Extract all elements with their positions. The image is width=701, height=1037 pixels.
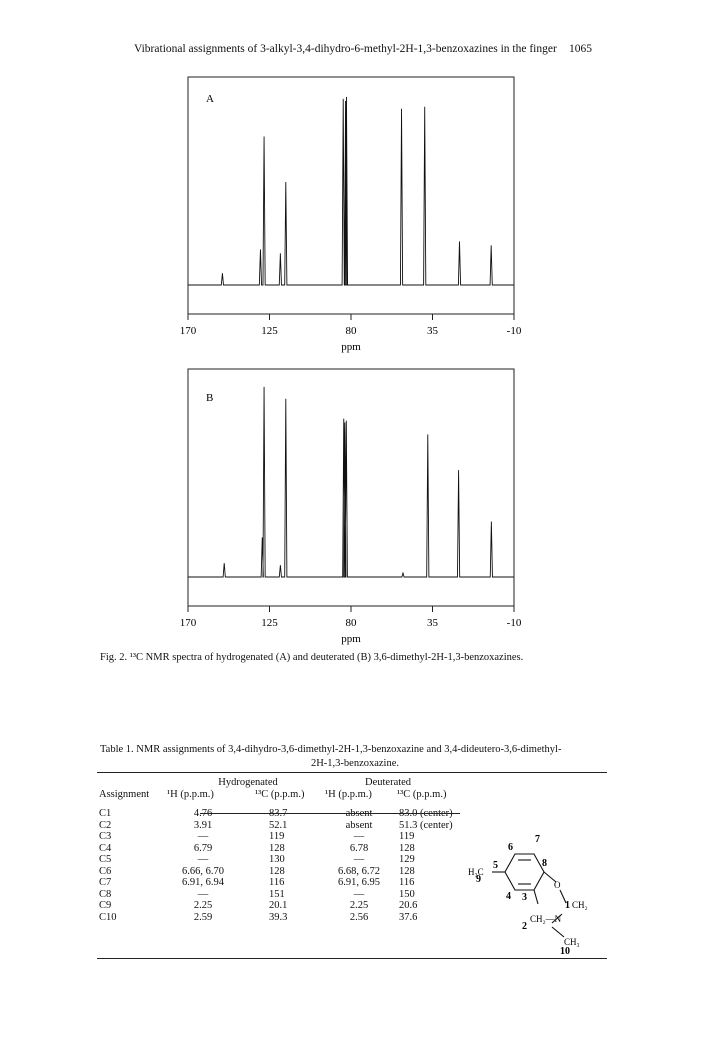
assignment-cell: C1	[99, 808, 112, 819]
x-tick-label: 125	[261, 325, 278, 337]
x-tick-label: -10	[506, 325, 522, 337]
nmr-spectrum-a	[170, 75, 540, 355]
value-cell: —	[353, 831, 365, 842]
value-cell: 116	[399, 877, 415, 888]
x-axis-label: ppm	[341, 633, 361, 645]
group-header-row	[97, 777, 607, 789]
value-cell: 6.68, 6.72	[338, 865, 380, 877]
benzoxazine-structure	[460, 820, 610, 955]
value-cell: 2.25	[349, 900, 369, 911]
value-cell: 3.91	[193, 819, 213, 831]
page-number: 1065	[569, 43, 592, 55]
value-cell: —	[353, 854, 365, 865]
column-header-row	[97, 789, 607, 801]
table-caption-line1: Table 1. NMR assignments of 3,4-dihydro-3,6-dimethyl-2H-1,3-benzoxazine and 3,4-dideutero-3,6-dimethyl-	[100, 744, 562, 755]
value-cell: 83.7	[269, 808, 288, 819]
value-cell: 129	[399, 854, 415, 865]
assignment-cell: C2	[99, 819, 112, 831]
spectrum-trace	[188, 387, 514, 577]
x-axis-label: ppm	[341, 341, 361, 353]
value-cell: 6.91, 6.95	[338, 877, 380, 888]
assignment-cell: C10	[99, 911, 117, 923]
value-cell: —	[197, 888, 209, 900]
value-cell: absent	[345, 819, 373, 831]
value-cell: 6.91, 6.94	[182, 877, 224, 888]
column-header: ¹H (p.p.m.)	[325, 788, 372, 800]
atom-label: 10	[560, 946, 570, 955]
assignment-cell: C7	[99, 877, 112, 888]
value-cell: 130	[269, 854, 285, 865]
x-tick-label: 170	[179, 325, 197, 337]
x-tick-label: 35	[427, 325, 438, 337]
atom-label: 3	[522, 892, 527, 903]
assignment-cell: C6	[99, 865, 112, 877]
figure-caption: Fig. 2. ¹³C NMR spectra of hydrogenated (A) and deuterated (B) 3,6-dimethyl-2H-1,3-benzoxazines.	[100, 652, 524, 663]
value-cell: 128	[399, 865, 415, 877]
value-cell: 128	[269, 842, 285, 854]
value-cell: 128	[269, 865, 285, 877]
plot-frame	[188, 77, 514, 314]
column-header: Assignment	[99, 788, 150, 800]
value-cell: 6.78	[349, 842, 369, 854]
value-cell: 116	[269, 877, 285, 888]
assignment-cell: C3	[99, 831, 112, 842]
panel-label: B	[206, 392, 214, 404]
x-tick-label: -10	[506, 617, 522, 629]
x-tick-label: 80	[345, 325, 357, 337]
value-cell: 4.76	[193, 808, 213, 819]
value-cell: 20.6	[399, 900, 418, 911]
value-cell: 150	[399, 888, 415, 900]
value-cell: 151	[269, 888, 285, 900]
assignment-cell: C8	[99, 888, 112, 900]
atom-label: 7	[535, 834, 540, 845]
value-cell: 37.6	[399, 911, 418, 923]
value-cell: 52.1	[269, 819, 288, 831]
group-label: H₃C	[468, 867, 484, 877]
column-header: ¹³C (p.p.m.)	[397, 788, 447, 800]
value-cell: 119	[269, 831, 285, 842]
ring-bonds	[492, 854, 566, 937]
x-tick-label: 80	[345, 617, 357, 629]
table-row	[97, 800, 607, 820]
value-cell: 6.66, 6.70	[182, 865, 224, 877]
value-cell: 39.3	[269, 911, 288, 923]
column-header: ¹³C (p.p.m.)	[255, 788, 305, 800]
header-underline	[200, 813, 460, 814]
value-cell: 2.59	[193, 911, 213, 923]
group-header-deuterated: Deuterated	[365, 777, 412, 788]
value-cell: —	[197, 831, 209, 842]
value-cell: 119	[399, 831, 415, 842]
value-cell: —	[197, 854, 209, 865]
panel-label: A	[206, 93, 214, 105]
value-cell: 51.3 (center)	[399, 819, 453, 831]
atom-label: 9	[476, 874, 481, 885]
spectrum-trace	[188, 97, 514, 285]
atom-label: 2	[522, 921, 527, 932]
group-header-hydrogenated: Hydrogenated	[218, 777, 278, 788]
atom-label: 4	[506, 891, 511, 902]
nmr-spectrum-b	[170, 367, 540, 647]
x-tick-label: 35	[427, 617, 438, 629]
plot-frame	[188, 369, 514, 606]
value-cell: 128	[399, 842, 415, 854]
value-cell: —	[353, 888, 365, 900]
value-cell: absent	[345, 808, 373, 819]
table-top-rule	[97, 772, 607, 773]
atom-label: 6	[508, 842, 513, 853]
assignment-cell: C5	[99, 854, 112, 865]
group-label: CH₂	[572, 900, 588, 910]
value-cell: 83.0 (center)	[399, 808, 453, 819]
column-header: ¹H (p.p.m.)	[167, 788, 214, 800]
assignment-cell: C9	[99, 900, 112, 911]
table-caption-line2: 2H-1,3-benzoxazine.	[310, 758, 400, 769]
value-cell: 20.1	[269, 900, 288, 911]
table-bottom-rule	[97, 958, 607, 959]
group-label: O	[554, 880, 561, 890]
value-cell: 2.56	[349, 911, 369, 923]
group-label: CH₃	[564, 937, 580, 947]
x-tick-label: 170	[179, 617, 197, 629]
atom-label: 5	[493, 860, 498, 871]
assignment-cell: C4	[99, 842, 112, 854]
table-caption	[100, 743, 610, 771]
value-cell: 6.79	[193, 842, 213, 854]
x-tick-label: 125	[261, 617, 278, 629]
atom-label: 8	[542, 858, 547, 869]
running-title: Vibrational assignments of 3-alkyl-3,4-dihydro-6-methyl-2H-1,3-benzoxazines in the finger	[134, 43, 557, 55]
group-label: CH₂—N	[530, 914, 562, 924]
atom-label: 1	[565, 900, 570, 911]
value-cell: 2.25	[193, 900, 213, 911]
